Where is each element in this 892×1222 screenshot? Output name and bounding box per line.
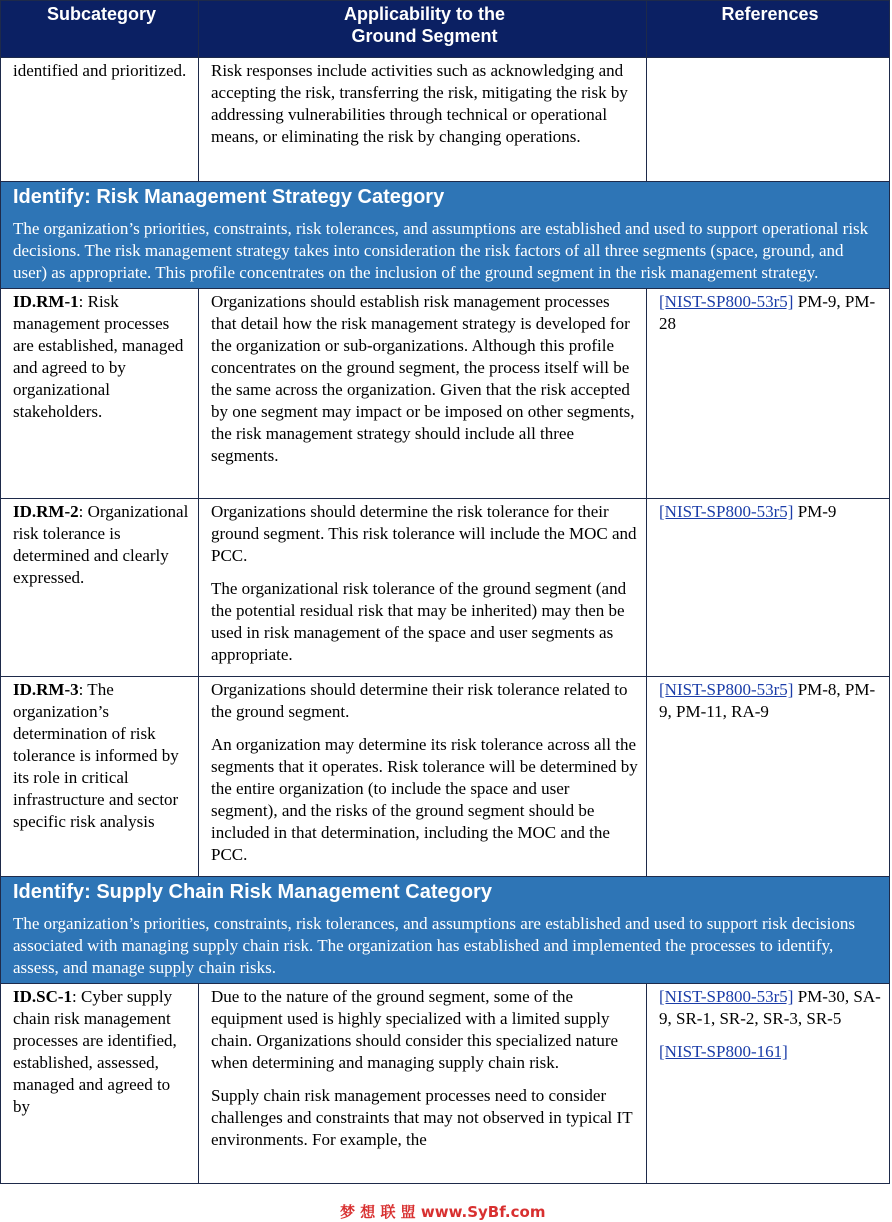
reference-group xyxy=(659,1041,881,1063)
applicability-paragraph: Organizations should determine their risk tolerance related to the ground segment. xyxy=(211,680,628,721)
reference-link[interactable]: [NIST-SP800-53r5] xyxy=(659,987,794,1006)
category-banner-rm xyxy=(1,182,890,289)
category-row xyxy=(1,182,890,289)
table-row xyxy=(1,984,890,1184)
applicability-paragraph: The organizational risk tolerance of the ground segment (and the potential residual risk that may be inherited) may then be used in risk management of the space and user segments as appropriate. xyxy=(211,579,627,664)
category-title: Identify: Risk Management Strategy Category xyxy=(13,186,445,208)
subcategory-cell xyxy=(1,984,199,1184)
references-cell xyxy=(647,677,890,877)
table-row xyxy=(1,58,890,182)
reference-group xyxy=(659,986,881,1030)
applicability-paragraph: Supply chain risk management processes need to consider challenges and constraints that may not observed in typical IT environments. For example, the xyxy=(211,1086,633,1149)
applicability-cell xyxy=(199,984,647,1184)
references-cell xyxy=(647,984,890,1184)
reference-link[interactable]: [NIST-SP800-53r5] xyxy=(659,680,794,699)
table-header-row xyxy=(1,1,890,58)
subcategory-text: : Organizational risk tolerance is determined and clearly expressed. xyxy=(13,502,189,587)
subcategory-text: : The organization’s determination of risk tolerance is informed by its role in critical infrastructure and sector specific risk analysis xyxy=(13,680,179,831)
applicability-paragraph: Organizations should establish risk management processes that detail how the risk management strategy is developed for the organization or sub-organizations. Although this profile concentrates on the ground segment, the process itself will be the same across the organization. Given that the risk accepted by one segment may impact or be imposed on other segments, the risk management strategy should include all three segments. xyxy=(211,292,635,465)
header-applicability-line2: Ground Segment xyxy=(351,26,498,46)
subcategory-cell xyxy=(1,499,199,677)
category-row xyxy=(1,877,890,984)
watermark: 梦 想 联 盟 www.SyBf.com xyxy=(340,1203,546,1221)
subcategory-id: ID.SC-1 xyxy=(13,987,73,1006)
reference-link[interactable]: [NIST-SP800-161] xyxy=(659,1042,788,1061)
header-subcategory: Subcategory xyxy=(1,1,199,58)
header-applicability xyxy=(199,1,647,58)
subcategory-text: : Risk management processes are established, managed and agreed to by organizational stakeholders. xyxy=(13,292,184,421)
references-cell xyxy=(647,289,890,499)
applicability-paragraph: Due to the nature of the ground segment, some of the equipment used is highly specialized with a limited supply chain. Organizations should consider this specialized nature when determining and managing supply chain risk. xyxy=(211,987,619,1072)
references-cell xyxy=(647,58,890,182)
subcategory-id: ID.RM-3 xyxy=(13,680,79,699)
category-title: Identify: Supply Chain Risk Management Category xyxy=(13,881,492,903)
applicability-cell xyxy=(199,499,647,677)
header-references: References xyxy=(647,1,890,58)
subcategory-id: ID.RM-2 xyxy=(13,502,79,521)
header-applicability-line1: Applicability to the xyxy=(343,4,505,24)
reference-link[interactable]: [NIST-SP800-53r5] xyxy=(659,292,794,311)
subcategory-cell xyxy=(1,289,199,499)
applicability-cell xyxy=(199,677,647,877)
table-row xyxy=(1,289,890,499)
table-row xyxy=(1,677,890,877)
reference-link[interactable]: [NIST-SP800-53r5] xyxy=(659,502,794,521)
reference-controls: PM-8, PM-9, PM-11, RA-9 xyxy=(659,680,876,721)
applicability-paragraph: An organization may determine its risk tolerance across all the segments that it operates. Risk tolerance will be determined by the entire organization (to include the space and user segment), and the risks of the ground segment should be included in that determination, including the MOC and the PCC. xyxy=(211,735,638,864)
subcategory-cell: identified and prioritized. xyxy=(1,58,199,182)
subcategory-id: ID.RM-1 xyxy=(13,292,79,311)
reference-controls: PM-30, SA-9, SR-1, SR-2, SR-3, SR-5 xyxy=(659,987,881,1028)
applicability-cell: Risk responses include activities such as acknowledging and accepting the risk, transferring the risk, mitigating the risk by addressing vulnerabilities through technical or operational means, or eliminating the risk by changing operations. xyxy=(199,58,647,182)
applicability-cell xyxy=(199,289,647,499)
category-description: The organization’s priorities, constraints, risk tolerances, and assumptions are established and used to support operational risk decisions. The risk management strategy takes into consideration the risk factors of all three segments (space, ground, and user) as appropriate. This profile concentrates on the inclusion of the ground segment in the risk management strategy. xyxy=(13,219,869,282)
reference-controls: PM-9, PM-28 xyxy=(659,292,876,333)
category-description: The organization’s priorities, constraints, risk tolerances, and assumptions are established and used to support risk decisions associated with managing supply chain risk. The organization has established and implemented the processes to identify, assess, and manage supply chain risks. xyxy=(13,914,855,977)
subcategory-cell xyxy=(1,677,199,877)
reference-controls: PM-9 xyxy=(793,502,837,521)
subcategory-text: : Cyber supply chain risk management processes are identified, established, assessed, managed and agreed to by xyxy=(13,987,177,1116)
applicability-paragraph: Organizations should determine the risk tolerance for their ground segment. This risk tolerance will include the MOC and PCC. xyxy=(211,502,637,565)
references-cell xyxy=(647,499,890,677)
category-banner-sc xyxy=(1,877,890,984)
table-row xyxy=(1,499,890,677)
